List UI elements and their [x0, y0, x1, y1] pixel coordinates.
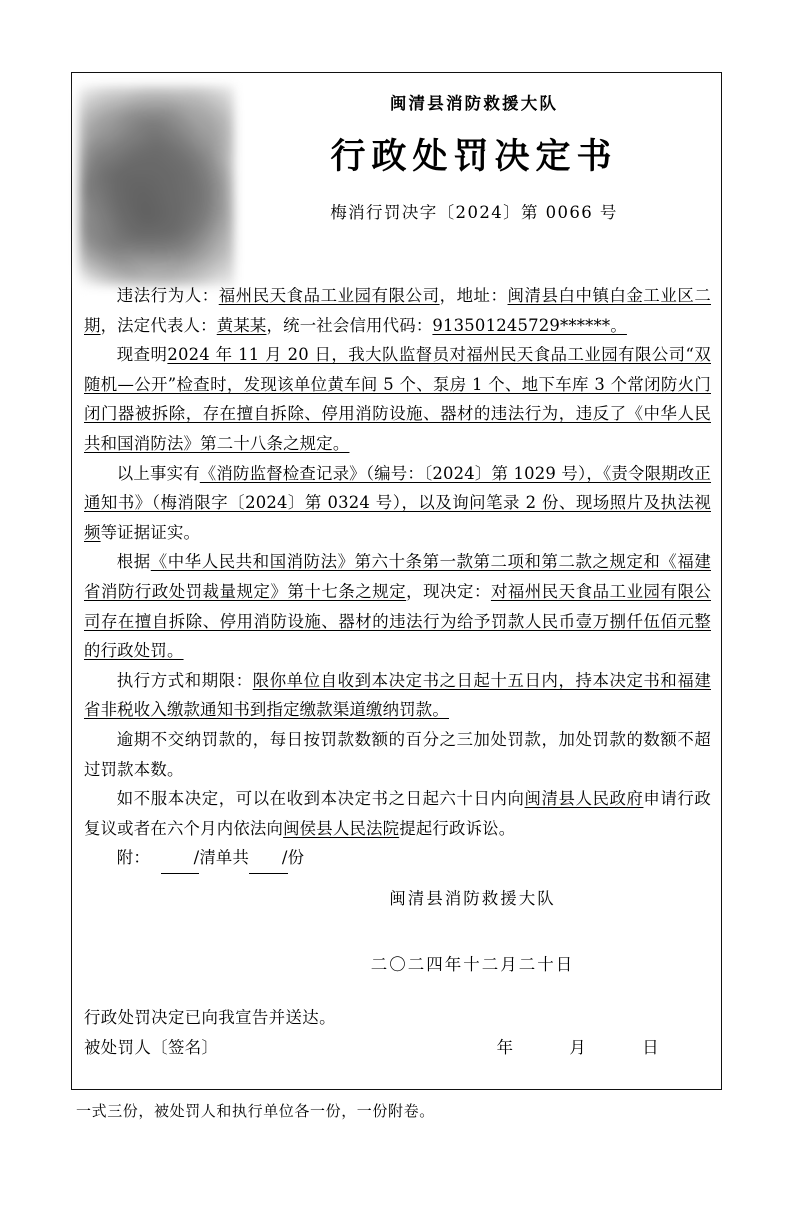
- footer-note: 一式三份，被处罚人和执行单位各一份，一份附卷。: [76, 1102, 435, 1120]
- month-label[interactable]: 月: [569, 1038, 587, 1057]
- service-statement: 行政处罚决定已向我宣告并送达。: [84, 1008, 336, 1027]
- attachment-line: [84, 843, 711, 874]
- appeal-government: 闽清县人民政府: [524, 789, 644, 809]
- paragraph-evidence: [84, 459, 711, 548]
- execution-body: 限你单位自收到本决定书之日起十五日内，持本决定书和福建省非税收入缴款通知书到指定缴款渠道缴纳罚款。: [84, 670, 711, 720]
- evidence-lead: 以上事实有: [116, 463, 200, 483]
- paragraph-appeal: [84, 784, 711, 843]
- paragraph-facts: [84, 340, 711, 458]
- attachment-mid: 清单共: [199, 848, 250, 868]
- decision-legal-basis: 《中华人民共和国消防法》第六十条第一款第二项和第二款之规定和《福建省消防行政处罚裁量规定》第十七条之规定: [84, 552, 711, 601]
- document-header: [72, 73, 723, 278]
- year-label[interactable]: 年: [496, 1038, 514, 1057]
- party-label: 违法行为人：: [116, 286, 219, 305]
- paragraph-overdue: 逾期不交纳罚款的，每日按罚款数额的百分之三加处罚款，加处罚款的数额不超过罚款本数。: [84, 729, 711, 779]
- address-label: ，地址：: [439, 286, 508, 305]
- evidence-body: 《消防监督检查记录》（编号：〔2024〕第 1029 号），《责令限期改正通知书》（梅消限字〔2024〕第 0324 号），以及询问笔录 2 份、现场照片及执法视频: [84, 463, 712, 542]
- decision-lead: 根据: [116, 552, 151, 572]
- execution-label: 执行方式和期限：: [116, 670, 253, 690]
- issuing-organization: 闽清县消防救援大队: [389, 94, 559, 113]
- party-name: 福州民天食品工业园有限公司: [218, 286, 440, 305]
- evidence-tail: 等证据证实。: [100, 522, 201, 542]
- attachment-unit: 份: [287, 848, 305, 868]
- signee-label: 被处罚人〔签名〕: [84, 1038, 219, 1057]
- day-label[interactable]: 日: [642, 1038, 659, 1057]
- signature-block: [72, 885, 723, 975]
- page-title: 行政处罚决定书: [330, 136, 618, 177]
- service-acknowledgement: [84, 1003, 711, 1063]
- signee-row: [84, 1033, 711, 1063]
- attachment-label: 附：: [116, 848, 150, 868]
- facts-lead: 现查明: [116, 345, 168, 365]
- signature-date: 二〇二四年十二月二十日: [370, 955, 575, 974]
- signature-organization: 闽清县消防救援大队: [389, 889, 556, 908]
- legal-rep-label: ，法定代表人：: [100, 315, 217, 335]
- attachment-copies-field[interactable]: /: [249, 843, 288, 874]
- attachment-count-field[interactable]: /: [161, 843, 200, 874]
- decision-penalty: 对福州民天食品工业园有限公司存在擅自拆除、停用消防设施、器材的违法行为给予罚款人民币壹万捌仟伍佰元整的行政处罚。: [84, 581, 711, 661]
- appeal-mid: 申请行政复议或者在六个月内依法向: [84, 789, 711, 838]
- credit-code: 913501245729******。: [432, 315, 627, 335]
- paragraph-execution: [84, 666, 711, 725]
- legal-representative: 黄某某: [216, 315, 267, 335]
- redacted-seal-image: [79, 86, 234, 286]
- paragraph-party: [84, 281, 711, 340]
- paragraph-decision: [84, 547, 711, 665]
- appeal-court: 闽侯县人民法院: [283, 818, 400, 838]
- date-fields: [497, 1033, 711, 1063]
- appeal-tail: 提起行政诉讼。: [399, 818, 516, 838]
- party-address: 闽清县白中镇白金工业区二期: [84, 286, 711, 335]
- decision-mid: ，现决定：: [406, 581, 491, 601]
- credit-code-label: ，统一社会信用代码：: [266, 315, 433, 335]
- document-frame: [71, 72, 722, 1090]
- document-number: 梅消行罚决字〔2024〕第 0066 号: [330, 203, 618, 222]
- document-body: [84, 281, 711, 874]
- appeal-pre: 如不服本决定，可以在收到本决定书之日起六十日内向: [116, 789, 525, 809]
- facts-body: 2024 年 11 月 20 日，我大队监督员对福州民天食品工业园有限公司“双随机—公开”检查时，发现该单位黄车间 5 个、泵房 1 个、地下车库 3 个常闭防火门闭门器被拆除，存在擅自拆除、停用消防设施、器材的违法行为，违反了《中华人民共和国消防法》第二十八条之规定。: [84, 345, 711, 453]
